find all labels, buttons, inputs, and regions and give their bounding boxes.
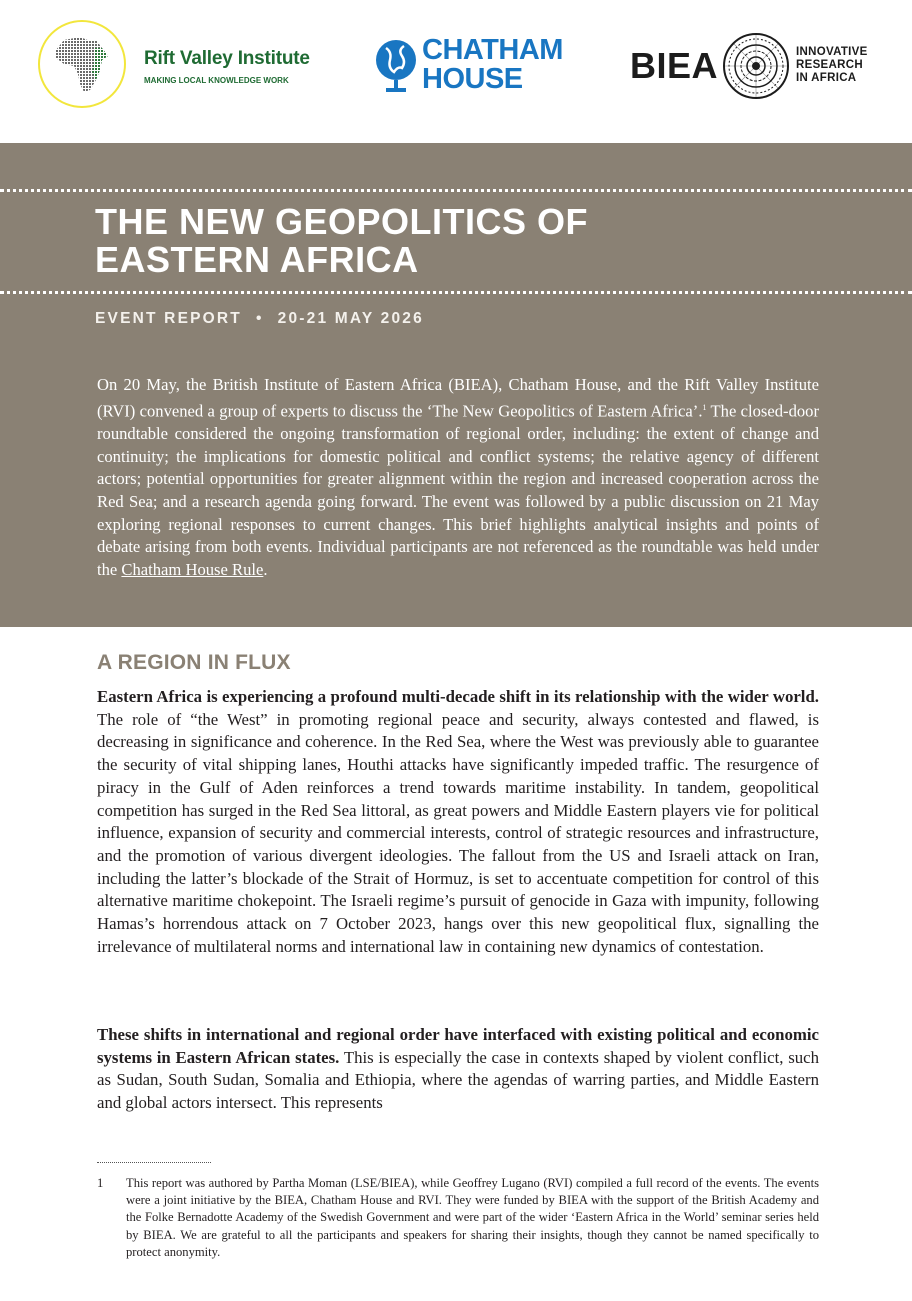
- rvi-tagline: MAKING LOCAL KNOWLEDGE WORK: [144, 76, 289, 85]
- paragraph-2-body: This is especially the case in contexts shaped by violent conflict, such as Sudan, South Sudan, Somalia and Ethiopia, where the agendas of warring parties, and Middle Eastern and global actors intersect. This represents: [97, 1047, 819, 1113]
- footnote-text: This report was authored by Partha Moman (LSE/BIEA), while Geoffrey Lugano (RVI) compiled a full record of the events. The events were a joint initiative by the BIEA, Chatham House and RVI. They were funded by BIEA with the support of the British Academy and the Folke Bernadotte Academy of the Swedish Government and were part of the wider ‘Eastern Africa in the World’ seminar series held by BIEA. We are grateful to all the participants and speakers for sharing their insights, though they cannot be named specifically to protect anonymity.: [126, 1176, 819, 1259]
- report-title: [95, 203, 795, 279]
- partner-logos: [0, 0, 912, 143]
- africa-map-icon: [50, 32, 116, 98]
- title-banner: [0, 143, 912, 627]
- title-line-1: THE NEW GEOPOLITICS OF: [95, 201, 589, 242]
- globe-icon: [374, 38, 418, 94]
- chatham-house-wordmark: [422, 36, 563, 94]
- report-subtitle: [95, 310, 424, 328]
- footnote-divider: [97, 1162, 211, 1163]
- biea-sub-line1: INNOVATIVE: [796, 46, 868, 58]
- section-heading: A REGION IN FLUX: [97, 651, 291, 674]
- house-word: HOUSE: [422, 63, 523, 95]
- body-paragraph-1: [97, 686, 819, 958]
- chatham-house-rule-link[interactable]: Chatham House Rule: [121, 560, 264, 580]
- dotted-divider-top: [0, 189, 912, 192]
- rvi-name: Rift Valley Institute: [144, 48, 310, 69]
- intro-paragraph: [97, 374, 819, 582]
- intro-end: .: [263, 560, 268, 580]
- biea-subtitle: [796, 46, 868, 85]
- rvi-logo: [38, 20, 338, 112]
- paragraph-2-lead: These shifts in international and regional order have interfaced with existing political and economic systems in Eastern African states.: [97, 1025, 819, 1067]
- report-type: EVENT REPORT: [95, 310, 242, 327]
- biea-wordmark: BIEA: [630, 45, 719, 86]
- paragraph-1-body: The role of “the West” in promoting regional peace and security, always contested and flawed, is decreasing in significance and coherence. In the Red Sea, where the West was previously able to guarantee the security of vital shipping lanes, Houthi attacks have significantly impeded traffic. The resurgence of piracy in the Gulf of Aden reinforces a trend towards maritime instability. In tandem, geopolitical competition has surged in the Red Sea littoral, as great powers and Middle Eastern players vie for political influence, expansion of security and commercial interests, control of strategic resources and infrastructure, and the promotion of various divergent ideologies. The fallout from the US and Israeli attack on Iran, including the latter’s blockade of the Strait of Hormuz, is set to accentuate competition for control of this alternative maritime chokepoint. The Israeli regime’s pursuit of genocide in Gaza with impunity, following Hamas’s horrendous attack on 7 October 2023, hangs over this new geopolitical flux, signalling the irrelevance of multilateral norms and international law in containing new dynamics of contestation.: [97, 709, 819, 956]
- footnote-ref[interactable]: 1: [702, 402, 707, 412]
- biea-sub-line3: IN AFRICA: [796, 72, 857, 84]
- biea-sub-line2: RESEARCH: [796, 59, 863, 71]
- title-line-2: EASTERN AFRICA: [95, 239, 419, 280]
- bullet-separator: •: [255, 310, 264, 327]
- paragraph-1-lead: Eastern Africa is experiencing a profound multi-decade shift in its relationship with the wider world.: [97, 687, 819, 706]
- intro-text: On 20 May, the British Institute of Eastern Africa (BIEA), Chatham House, and the Rift Valley Institute (RVI) convened a group of experts to discuss the ‘The New Geopolitics of Eastern Africa’.: [97, 375, 819, 421]
- biea-seal-icon: [722, 32, 790, 100]
- biea-logo: [630, 32, 890, 104]
- footnote-number: 1: [97, 1176, 104, 1190]
- intro-text-continued: The closed-door roundtable considered the ongoing transformation of regional order, including: the extent of change and continuity; the implications for domestic political and conflict systems; the relative agency of different actors; potential opportunities for greater alignment within the region and increased cooperation across the Red Sea; and a research agenda going forward. The event was followed by a public discussion on 21 May exploring regional responses to current changes. This brief highlights analytical insights and points of debate arising from both events. Individual participants are not referenced as the roundtable was held under the: [97, 401, 819, 580]
- dotted-divider-bottom: [0, 291, 912, 294]
- chatham-word: CHATHAM: [422, 34, 563, 66]
- report-dates: 20-21 MAY 2026: [277, 310, 424, 327]
- body-paragraph-2: [97, 1024, 819, 1116]
- chatham-house-logo: [374, 36, 584, 98]
- rvi-emblem: [38, 20, 126, 108]
